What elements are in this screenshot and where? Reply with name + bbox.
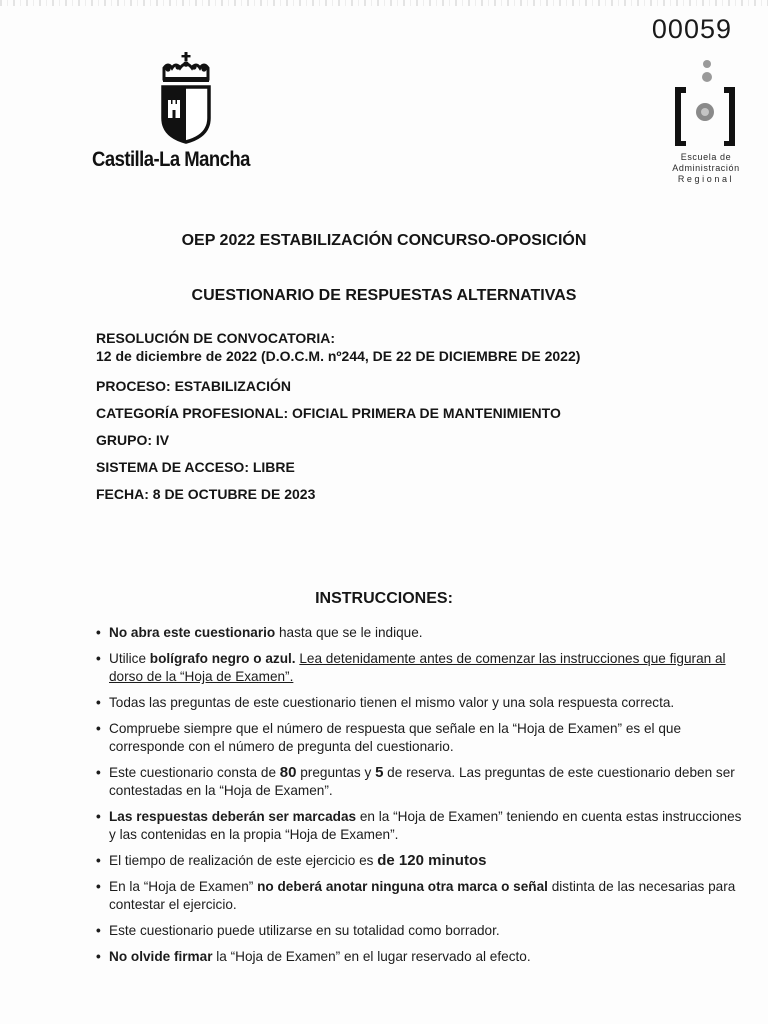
escuela-name <box>664 152 748 185</box>
instruction-text: Compruebe siempre que el número de respuesta que señale en la “Hoja de Examen” es el que corresponde con el número de pregunta del cuestionario. <box>109 721 682 754</box>
exam-title: OEP 2022 ESTABILIZACIÓN CONCURSO-OPOSICIÓN <box>181 232 587 249</box>
grupo-line: GRUPO: IV <box>96 432 170 448</box>
instruction-item <box>96 878 746 914</box>
instruction-text: El tiempo de realización de este ejercicio es <box>109 853 378 868</box>
resolucion-label: RESOLUCIÓN DE CONVOCATORIA: <box>96 330 336 346</box>
instruction-emphasis: No abra este cuestionario <box>109 625 276 640</box>
instruction-text: Todas las preguntas de este cuestionario tienen el mismo valor y una sola respuesta correcta. <box>109 695 675 710</box>
brand-name: Castilla-La Mancha <box>92 148 250 171</box>
instruction-item <box>96 624 746 642</box>
instruction-text: de reserva. Las preguntas de este cuestionario deben ser contestadas en la “Hoja de Examen”. <box>109 765 735 798</box>
exam-duration: de 120 minutos <box>377 852 487 869</box>
instructions-list <box>96 624 746 974</box>
instruction-item <box>96 694 746 712</box>
exam-details <box>96 329 736 502</box>
instruction-item <box>96 922 746 940</box>
escuela-administracion-logo <box>664 58 748 198</box>
instructions-heading: INSTRUCCIONES: <box>315 590 453 607</box>
instruction-text: En la “Hoja de Examen” <box>109 879 258 894</box>
instruction-text: en la “Hoja de Examen” teniendo en cuenta estas instrucciones y las contenidas en la propia “Hoja de Examen”. <box>109 809 742 842</box>
instruction-item <box>96 764 746 800</box>
instruction-emphasis: no deberá anotar ninguna otra marca o señal <box>257 879 548 894</box>
resolucion-block <box>96 329 736 365</box>
instruction-emphasis: Las respuestas deberán ser marcadas <box>109 809 357 824</box>
question-count: 80 <box>279 764 297 781</box>
instruction-text: distinta de las necesarias para contestar el ejercicio. <box>109 879 736 912</box>
categoria-line: CATEGORÍA PROFESIONAL: OFICIAL PRIMERA DE MANTENIMIENTO <box>96 405 561 421</box>
fecha-line: FECHA: 8 DE OCTUBRE DE 2023 <box>96 486 316 502</box>
scan-noise <box>0 0 768 6</box>
instruction-text: hasta que se le indique. <box>275 625 423 640</box>
escuela-line: Administración <box>672 163 740 173</box>
castilla-la-mancha-logo <box>92 52 292 182</box>
sistema-line: SISTEMA DE ACCESO: LIBRE <box>96 459 295 475</box>
escuela-line: Regional <box>677 174 735 184</box>
instruction-item <box>96 948 746 966</box>
instruction-text: la “Hoja de Examen” en el lugar reservado al efecto. <box>212 949 531 964</box>
instruction-text: Este cuestionario consta de <box>109 765 280 780</box>
instruction-text: preguntas y <box>296 765 376 780</box>
instruction-item <box>96 720 746 756</box>
instruction-text: Este cuestionario puede utilizarse en su totalidad como borrador. <box>109 923 500 938</box>
escuela-emblem-icon <box>670 58 740 146</box>
crown-shield-icon <box>154 52 218 146</box>
instruction-underlined: Lea detenidamente antes de comenzar las instrucciones que figuran al dorso de la “Hoja de Examen”. <box>109 651 726 684</box>
reserve-count: 5 <box>375 764 384 781</box>
proceso-line: PROCESO: ESTABILIZACIÓN <box>96 378 291 394</box>
exam-subtitle: CUESTIONARIO DE RESPUESTAS ALTERNATIVAS <box>191 287 577 304</box>
instruction-emphasis: bolígrafo negro o azul. <box>149 651 296 666</box>
instruction-item <box>96 650 746 686</box>
instruction-text: Utilice <box>109 651 150 666</box>
instruction-emphasis: No olvide firmar <box>109 949 213 964</box>
document-number: 00059 <box>651 14 732 44</box>
escuela-line: Escuela de <box>680 152 732 162</box>
resolucion-value: 12 de diciembre de 2022 (D.O.C.M. nº244, DE 22 DE DICIEMBRE DE 2022) <box>96 348 581 364</box>
instruction-item <box>96 852 746 870</box>
instruction-item <box>96 808 746 844</box>
